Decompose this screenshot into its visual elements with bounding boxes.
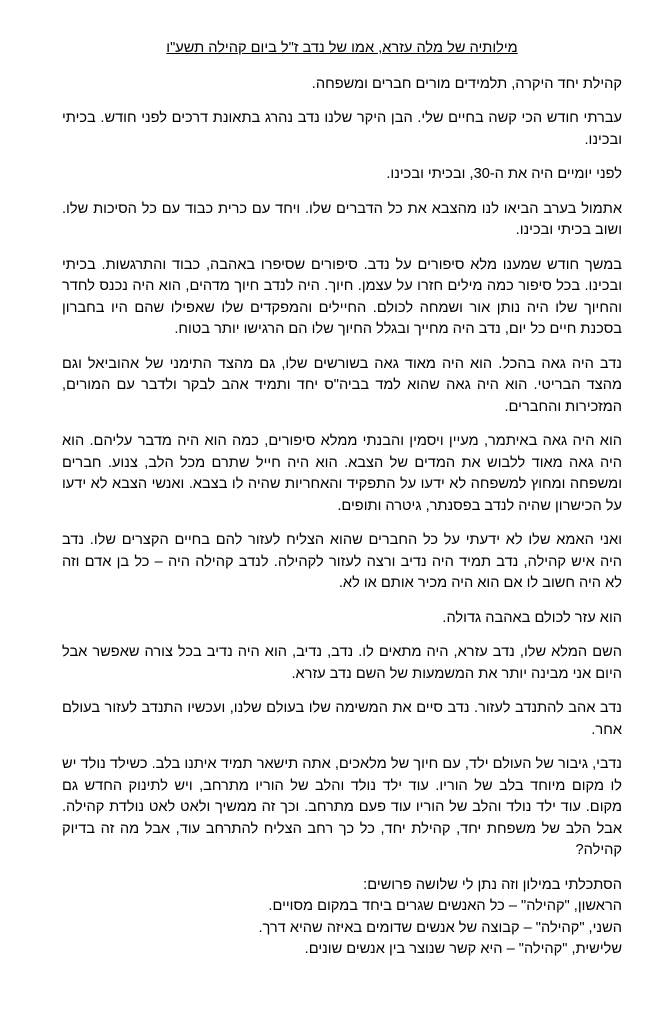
paragraph-full-name: השם המלא שלו, נדב עזרא, היה מתאים לו. נדב, נדיב, הוא היה נדיב בכל צורה שאפשר אבל היום אני מבינה יותר את המשמעות של השם נדב עזרא. — [62, 644, 622, 682]
list-item: שלישית, "קהילה" – היא קשר שנוצר בין אנשים שונים. — [304, 941, 622, 957]
paragraph-helped-all: הוא עזר לכולם באהבה גדולה. — [442, 609, 622, 626]
paragraph-thirty: לפני יומיים היה את ה-30, ובכיתי ובכינו. — [386, 166, 622, 182]
list-intro: הסתכלתי במילון וזה נתן לי שלושה פרושים: — [363, 876, 622, 893]
paragraph-proud-siblings: הוא היה גאה באיתמר, מעיין ויסמין והבנתי ממלא סיפורים, כמה הוא היה מדבר עליהם. הוא היה גאה מאוד ללבוש את המדים של הצבא. הוא היה חייל שתרם מכל הלב, צנוע. חברים ומשפחה ומחוץ למשפחה לא ידעו על התפקיד והאחריות שהיה לו בצבא. ואנשי הצבא לא ידעו על הכישרון שהיה לנדב בפסנתר, גיטרה ותופים. — [62, 433, 622, 514]
paragraph-smile: במשך חודש שמענו מלא סיפורים על נדב. סיפורים שסיפרו באהבה, כבוד והתרגשות. בכיתי ובכינו. בכל סיפור כמה מילים חזרו על עצמן. חיוך. היה לנדב חיוך מדהים, הוא היה נכנס לחדר והחיוך שלו היה נותן אור ושמחה לכולם. החיילים והמפקדים שלו שאפילו שהם היו בחברון בסכנת חיים כל יום, נדב היה מחייך ובגלל החיוך שלו הם הרגישו יותר בטוח. — [62, 256, 622, 337]
paragraph-nadavi-hero: נדבי, גיבור של העולם ילד, עם חיוך של מלאכים, אתה תישאר תמיד איתנו בלב. כשילד נולד יש לו מקום מיוחד בלב של הוריו. עוד ילד נולד והלב של הוריו מתרחב, ויש לתינוק החדש גם מקום. עוד ילד נולד והלב של הוריו עוד פעם מתרחב. וכך זה ממשיך ולאט לאט נולדת קהילה. אבל הלב של משפחת יחד, קהילת יחד, כל כך רחב הצליח להתרחב עוד, אבל מה זה בדיוק קהילה? — [62, 756, 622, 858]
list-item: הראשון, "קהילה" – כל האנשים שגרים ביחד במקום מסויים. — [268, 898, 622, 914]
paragraph-proud-roots: נדב היה גאה בהכל. הוא היה מאוד גאה בשורשים שלו, גם מהצד התימני של אהוביאל וגם מהצד הבריטי. הוא היה גאה שהוא למד בביה"ס יחד ותמיד אהב לבקר ולדבר עם המורים, המזכירות והחברים. — [62, 355, 622, 415]
paragraph-community-man: ואני האמא שלו לא ידעתי על כל החברים שהוא הצליח לעזור להם בחיים הקצרים שלו. נדב היה איש קהילה, נדב תמיד היה נדיב ורצה לעזור לקהילה. לנדב קהילה היה – כל בן אדם וזה לא היה חשוב לו אם הוא היה מכיר אותם או לא. — [62, 532, 622, 591]
paragraph-hardest-month: עברתי חודש הכי קשה בחיים שלי. הבן היקר שלנו נדב נהרג בתאונת דרכים לפני חודש. בכיתי ובכינו. — [62, 110, 622, 148]
list-item: השני, "קהילה" – קבוצה של אנשים שדומים באיזה שהיא דרך. — [258, 919, 622, 936]
paragraph-volunteer: נדב אהב להתנדב לעזור. נדב סיים את המשימה שלו בעולם שלנו, ועכשיו התנדב לעזור בעולם אחר. — [62, 700, 622, 738]
document-title: מילותיה של מלה עזרא, אמו של נדב ז"ל ביום קהילה תשע"ו — [166, 40, 518, 56]
definitions-list — [62, 875, 622, 961]
paragraph-greeting: קהילת יחד היקרה, תלמידים מורים חברים ומשפחה. — [311, 75, 622, 92]
paragraph-army-belongings: אתמול בערב הביאו לנו מהצבא את כל הדברים שלו. ויחד עם כרית כבוד עם כל הסיכות שלו. ושוב בכיתי ובכינו. — [62, 200, 622, 238]
